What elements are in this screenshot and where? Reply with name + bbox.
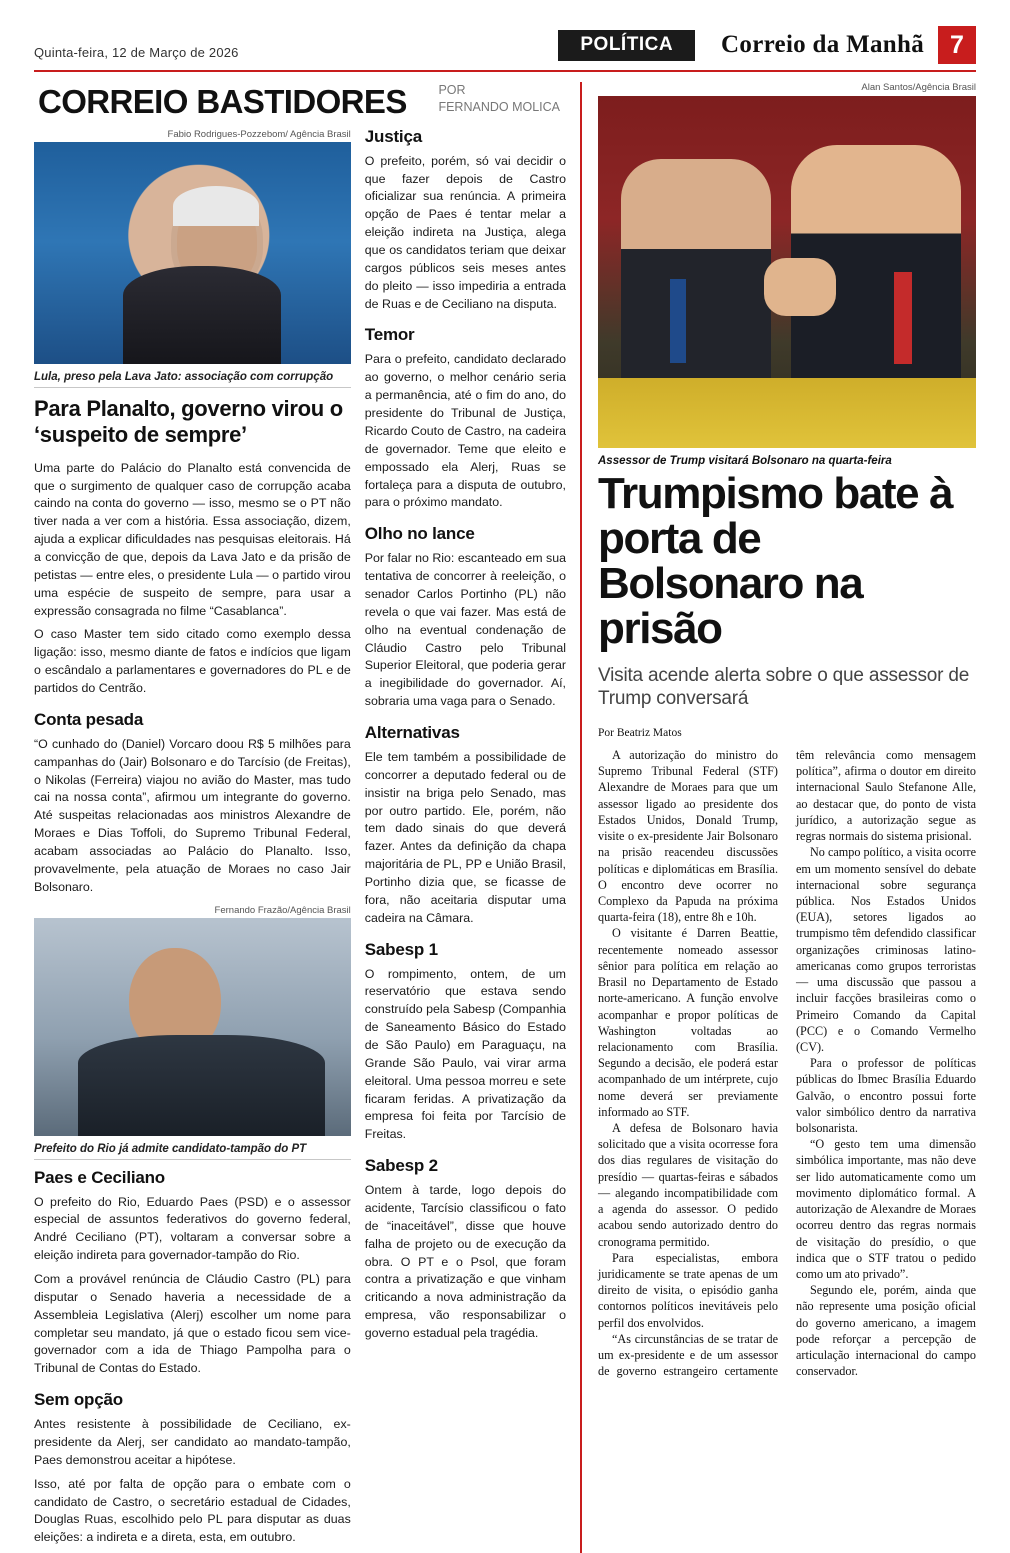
by-label: POR	[438, 83, 466, 97]
photo-paes	[34, 918, 351, 1136]
masthead	[34, 30, 976, 64]
photo2-credit: Fernando Frazão/Agência Brasil	[214, 904, 351, 916]
paragraph: Para o prefeito, candidato declarado ao governo, o melhor cenário seria a permanência, até o fim do ano, do presidente do Tribunal de Justiça, Ricardo Couto de Castro, na cadeira de governador. Teme que eleito e empossado ela Alerj, Ruas se fortaleça para a disputa de outubro, para o próximo mandato.	[364, 352, 566, 510]
right-column	[582, 82, 976, 1553]
sub-temor: Temor	[364, 325, 415, 345]
paragraph: Para especialistas, embora juridicamente se trate apenas de um direito de visita, o episódio ganha contornos políticos inevitáveis pelo perfil dos envolvidos.	[598, 1250, 778, 1330]
paragraph: A defesa de Bolsonaro havia solicitado que a visita ocorresse fora dos dias regulares de visitação do presídio — quartas-feiras e sábados — alegando incompatibilidade com a agenda do assessor. O pedido acabou sendo autorizado dentro do cronograma permitido.	[598, 1121, 778, 1249]
paragraph: “O cunhado do (Daniel) Vorcaro doou R$ 5 milhões para campanhas do (Jair) Bolsonaro e do Tarcísio (de Freitas), o Nikolas (Ferreira) viajou no avião do Master, mas tudo cai na nossa conta”, afirmou um integrante do governo. Até suspeitas relacionadas aos ministros Alexandre de Moraes e Dias Toffoli, do Supremo Tribunal Federal, acabam associadas ao Palácio do Planalto. Isso, provavelmente, pela atuação de Moraes no caso Jair Bolsonaro.	[34, 736, 351, 894]
sub-sabesp-2: Sabesp 2	[364, 1156, 438, 1176]
sub-sem-opcao: Sem opção	[34, 1390, 123, 1410]
right-byline: Por Beatriz Matos	[598, 727, 682, 739]
sub-olho-no-lance: Olho no lance	[364, 524, 475, 544]
sub-alternativas: Alternativas	[364, 722, 460, 742]
column-byline	[438, 82, 560, 121]
dateline: Quinta-feira, 12 de Março de 2026	[34, 45, 239, 60]
masthead-right	[558, 26, 976, 64]
photo-bolsonaro-trump	[598, 96, 976, 448]
right-deck: Visita acende alerta sobre o que assessor de Trump conversará	[598, 664, 970, 710]
sub-conta-pesada: Conta pesada	[34, 709, 144, 729]
paragraph: Segundo ele, porém, ainda que não represente uma posição oficial do governo americano, a imagem pode reforçar a percepção de articulação internacional do campo conservador.	[796, 1283, 976, 1379]
left-col-b	[365, 127, 566, 1553]
right-headline: Trumpismo bate à porta de Bolsonaro na prisão	[598, 469, 953, 653]
paragraph: Antes resistente à possibilidade de Ceciliano, ex-presidente da Alerj, ser candidato ao mandato-tampão, Paes demonstrou aceitar a hipótese.	[34, 1417, 351, 1467]
paper-name: Correio da Manhã	[721, 31, 924, 58]
right-photo-credit: Alan Santos/Agência Brasil	[861, 82, 976, 93]
paragraph: Por falar no Rio: escanteado em sua tentativa de concorrer à reeleição, o senador Carlos Portinho (PL) não revela o que vai fazer. Mas está de olho na eventual condenação de Cláudio Castro pelo Tribunal Superior Eleitoral, que poderia gerar a inegibilidade do governador. Aí, sobraria uma vaga para o Senado.	[364, 551, 566, 709]
paragraph: A autorização do ministro do Supremo Tribunal Federal (STF) Alexandre de Moraes para que um assessor ligado ao presidente dos Estados Unidos, Donald Trump, visite o ex-presidente Jair Bolsonaro na prisão reacendeu discussões políticas e diplomáticas em Brasília. O encontro deve ocorrer no Complexo da Papuda na próxima quarta-feira (18), entre 8h e 10h.	[598, 748, 778, 925]
paragraph: Para o professor de políticas públicas do Ibmec Brasília Eduardo Galvão, o encontro possui forte valor simbólico dentro da narrativa bolsonarista.	[796, 1056, 976, 1136]
paragraph: O prefeito, porém, só vai decidir o que fazer depois de Castro oficializar sua renúncia. A primeira opção de Paes é tentar melar a eleição indireta na Justiça, alega que os candidatos teriam que deixar cargos públicos seis meses antes do pleito — isso impediria a entrada de Ruas e de Ceciliano na disputa.	[364, 153, 566, 311]
paragraph: O rompimento, ontem, de um reservatório que estava sendo construído pela Sabesp (Companhia de Saneamento Básico do Estado de São Paulo) em Paraguaçu, na Grande São Paulo, vai virar arma eleitoral. Uma pessoa morreu e sete ficaram feridas. A privatização da empresa foi feita por Tarcísio de Freitas.	[364, 966, 566, 1142]
section-tag: POLÍTICA	[558, 30, 695, 61]
photo2-caption: Prefeito do Rio já admite candidato-tampão do PT	[34, 1136, 351, 1160]
left-headline: Para Planalto, governo virou o ‘suspeito de sempre’	[34, 395, 343, 447]
bastidores-header	[34, 82, 566, 127]
paragraph: O prefeito do Rio, Eduardo Paes (PSD) e o assessor especial de assuntos federativos do governo federal, André Ceciliano (PT), voltaram a conversar sobre a eleição indireta para governador-tampão do Rio.	[34, 1194, 351, 1263]
right-body	[598, 747, 976, 1380]
sub-sabesp-1: Sabesp 1	[364, 939, 438, 959]
left-lead	[34, 460, 351, 698]
paragraph: Ontem à tarde, logo depois do acidente, Tarcísio classificou o fato de “inaceitável”, disse que houve falha de projeto ou de execução da obra. O PT e o Psol, que foram contra a privatização e que vinham criticando a nova administração da empresa, vão responsabilizar o governo estadual pela tragédia.	[364, 1183, 566, 1341]
left-column	[34, 82, 582, 1553]
paragraph: O visitante é Darren Beattie, recentemente nomeado assessor sênior para política em relação ao Brasil no Departamento de Estado norte-americano. A função envolve acompanhar e propor políticas de Washington voltadas ao relacionamento com Brasília. Segundo a decisão, ele poderá estar acompanhado de um intérprete, cujo nome deverá ser previamente informado ao STF.	[598, 926, 778, 1119]
sub-justica: Justiça	[364, 126, 422, 146]
paragraph: “O gesto tem uma dimensão simbólica importante, mas não deve ser lido automaticamente como um movimento diplomático formal. A autorização de Alexandre de Moraes ocorreu dentro das regras normais de visitação do presídio, o que indica que o STF tratou o pedido como um ato privado”.	[796, 1137, 976, 1281]
column-title: CORREIO BASTIDORES	[38, 82, 407, 120]
paragraph: Uma parte do Palácio do Planalto está convencida de que o surgimento de qualquer caso de corrupção acaba caindo na conta do governo — isso, mesmo se o PT não tiver nada a ver com a história. Essa associação, dizem, ajuda a explicar dificuldades nas pesquisas eleitorais. Há a convicção de que, depois da Lava Jato e da prisão de petistas — entre eles, o presidente Lula — o partido virou uma espécie de suspeito de sempre, para usar a expressão consagrada no filme “Casablanca”.	[34, 460, 351, 618]
photo-lula	[34, 142, 351, 364]
sub-paes-ceciliano: Paes e Ceciliano	[34, 1167, 165, 1187]
photo1-caption: Lula, preso pela Lava Jato: associação com corrupção	[34, 364, 351, 388]
photo1-credit: Fabio Rodrigues-Pozzebom/ Agência Brasil	[167, 128, 351, 140]
paragraph: No campo político, a visita ocorre em um momento sensível do debate internacional sobre segurança pública. Nos Estados Unidos (EUA), setores ligados ao trumpismo têm defendido classificar organizações criminosas latino-americanas como grupos terroristas — uma discussão que passou a incluir facções brasileiras como o Primeiro Comando da Capital (PCC) e o Comando Vermelho (CV).	[796, 845, 976, 1054]
left-inner-grid	[34, 127, 566, 1553]
left-col-a	[34, 127, 351, 1553]
page-content	[34, 82, 976, 1553]
page-number: 7	[938, 26, 976, 64]
paragraph: “As circunstâncias de se tratar de um ex-presidente e de um assessor de governo estrangeiro certamente têm relevância como mensagem política”, afirma o doutor em direito internacional Saulo Stefanone Alle, ao destacar que, do ponto de vista jurídico, a autorização segue as regras normais do sistema prisional.	[598, 748, 976, 1379]
paragraph: Isso, até por falta de opção para o embate com o candidato de Castro, o secretário estadual de Cidades, Douglas Ruas, escolhido pelo PL para disputar as duas eleições: a indireta e a direta, esta, em outubro.	[34, 1476, 351, 1545]
header-rule	[34, 70, 976, 72]
by-name: FERNANDO MOLICA	[438, 99, 560, 114]
paragraph: O caso Master tem sido citado como exemplo dessa ligação: isso, mesmo diante de fatos e indícios que ligam o escândalo a parlamentares e governadores do PL e de partidos do Centrão.	[34, 627, 351, 695]
right-photo-caption: Assessor de Trump visitará Bolsonaro na quarta-feira	[598, 455, 892, 467]
paragraph: Ele tem também a possibilidade de concorrer a deputado federal ou de insistir na briga pelo Senado, mas por outro partido. Ele, porém, não tem dado sinais do que deverá fazer. Antes da definição da chapa majoritária de PL, PP e União Brasil, Portinho dizia que, se ficasse de fora, não aceitaria disputar uma cadeira na Câmara.	[364, 749, 566, 925]
paragraph: Com a provável renúncia de Cláudio Castro (PL) para disputar o Senado haveria a necessidade de a Assembleia Legislativa (Alerj) escolher um nome para completar seu mandato, já que o estado ficou sem vice-governador com a ida de Thiago Pampolha para o Tribunal de Contas do Estado.	[34, 1272, 351, 1376]
